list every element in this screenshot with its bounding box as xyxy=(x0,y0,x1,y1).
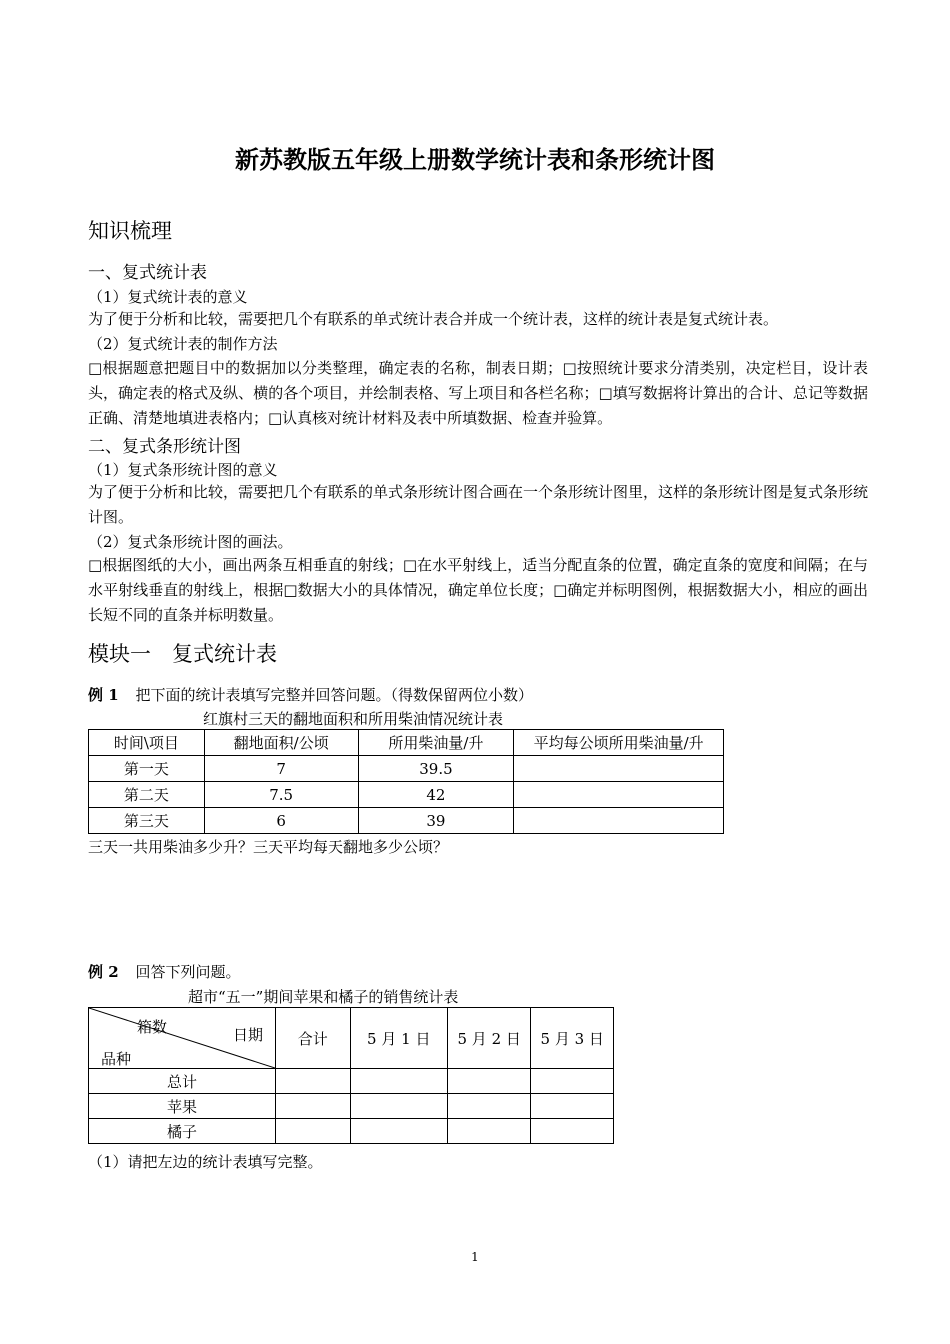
part1-sub1: （1）复式统计表的意义 xyxy=(88,288,248,306)
table-row xyxy=(89,1119,614,1144)
page-title: 新苏教版五年级上册数学统计表和条形统计图 xyxy=(235,145,715,174)
table-cell: 第一天 xyxy=(89,756,205,782)
table-cell: 42 xyxy=(358,782,514,808)
table-cell: 第三天 xyxy=(89,808,205,834)
table-row xyxy=(89,782,724,808)
table-header-row xyxy=(89,1008,614,1069)
table-cell xyxy=(350,1119,447,1144)
part2-sub2: （2）复式条形统计图的画法。 xyxy=(88,533,293,551)
table-cell xyxy=(447,1119,531,1144)
table-cell xyxy=(531,1119,614,1144)
table-row-label: 苹果 xyxy=(89,1094,276,1119)
table-cell xyxy=(447,1069,531,1094)
table-cell: 39.5 xyxy=(358,756,514,782)
table-header-cell: 时间\项目 xyxy=(89,730,205,756)
table-row-label: 橘子 xyxy=(89,1119,276,1144)
corner-right-label: 日期 xyxy=(233,1026,264,1044)
table-cell: 7.5 xyxy=(204,782,358,808)
corner-top-label: 箱数 xyxy=(137,1018,168,1036)
table-row xyxy=(89,1069,614,1094)
table-cell xyxy=(514,782,724,808)
table-header-cell: 所用柴油量/升 xyxy=(358,730,514,756)
table-header-cell: 5 月 1 日 xyxy=(350,1008,447,1069)
module1-heading: 模块一 复式统计表 xyxy=(88,642,277,666)
table-header-cell: 平均每公顷所用柴油量/升 xyxy=(514,730,724,756)
table-cell xyxy=(276,1119,351,1144)
table-header-cell: 5 月 2 日 xyxy=(447,1008,531,1069)
table-row-label: 总计 xyxy=(89,1069,276,1094)
table-cell xyxy=(350,1094,447,1119)
table-cell: 39 xyxy=(358,808,514,834)
example2-table xyxy=(88,1007,614,1144)
example2-prompt: 回答下列问题。 xyxy=(135,963,241,981)
table-header-cell: 5 月 3 日 xyxy=(531,1008,614,1069)
example2-table-title: 超市“五一”期间苹果和橘子的销售统计表 xyxy=(188,988,459,1006)
table-row xyxy=(89,1094,614,1119)
table-cell xyxy=(514,756,724,782)
part2-sub1: （1）复式条形统计图的意义 xyxy=(88,461,278,479)
table-cell xyxy=(531,1094,614,1119)
table-cell xyxy=(350,1069,447,1094)
part2-text2: □根据图纸的大小，画出两条互相垂直的射线；□在水平射线上，适当分配直条的位置，确定直条的宽度和间隔；在与水平射线垂直的射线上，根据□数据大小的具体情况，确定单位长度；□确定并标明图例，根据数据大小，相应的画出长短不同的直条并标明数量。 xyxy=(88,556,868,624)
table-header-row xyxy=(89,730,724,756)
part1-sub2: （2）复式统计表的制作方法 xyxy=(88,335,278,353)
part1-text2: □根据题意把题目中的数据加以分类整理，确定表的名称，制表日期；□按照统计要求分清类别，决定栏目，设计表头，确定表的格式及纵、横的各个项目，并绘制表格、写上项目和各栏名称；□填写数据将计算出的合计、总记等数据正确、清楚地填进表格内；□认真核对统计材料及表中所填数据、检查并验算。 xyxy=(88,359,868,427)
diagonal-header-cell xyxy=(89,1008,276,1069)
part2-heading: 二、复式条形统计图 xyxy=(88,437,241,457)
example2-label: 例 2 xyxy=(88,963,119,981)
example1-prompt: 把下面的统计表填写完整并回答问题。（得数保留两位小数） xyxy=(135,686,533,704)
example1-question: 三天一共用柴油多少升？三天平均每天翻地多少公顷？ xyxy=(88,838,449,856)
example2-question1: （1）请把左边的统计表填写完整。 xyxy=(88,1153,323,1171)
corner-bottom-label: 品种 xyxy=(101,1050,132,1068)
part1-text1: 为了便于分析和比较，需要把几个有联系的单式统计表合并成一个统计表，这样的统计表是复式统计表。 xyxy=(88,310,779,328)
page-number: 1 xyxy=(471,1250,479,1264)
table-cell: 7 xyxy=(204,756,358,782)
table-cell xyxy=(447,1094,531,1119)
part2-text1: 为了便于分析和比较，需要把几个有联系的单式条形统计图合画在一个条形统计图里，这样的条形统计图是复式条形统计图。 xyxy=(88,483,869,526)
table-cell: 第二天 xyxy=(89,782,205,808)
example1-label: 例 1 xyxy=(88,686,119,704)
example1-table-title: 红旗村三天的翻地面积和所用柴油情况统计表 xyxy=(203,710,504,728)
table-cell xyxy=(276,1094,351,1119)
example1-table xyxy=(88,729,724,834)
table-cell: 6 xyxy=(204,808,358,834)
table-cell xyxy=(531,1069,614,1094)
table-cell xyxy=(514,808,724,834)
table-header-cell: 合计 xyxy=(276,1008,351,1069)
table-row xyxy=(89,808,724,834)
table-header-cell: 翻地面积/公顷 xyxy=(204,730,358,756)
table-cell xyxy=(276,1069,351,1094)
section-heading: 知识梳理 xyxy=(88,219,172,243)
table-row xyxy=(89,756,724,782)
part1-heading: 一、复式统计表 xyxy=(88,263,207,283)
